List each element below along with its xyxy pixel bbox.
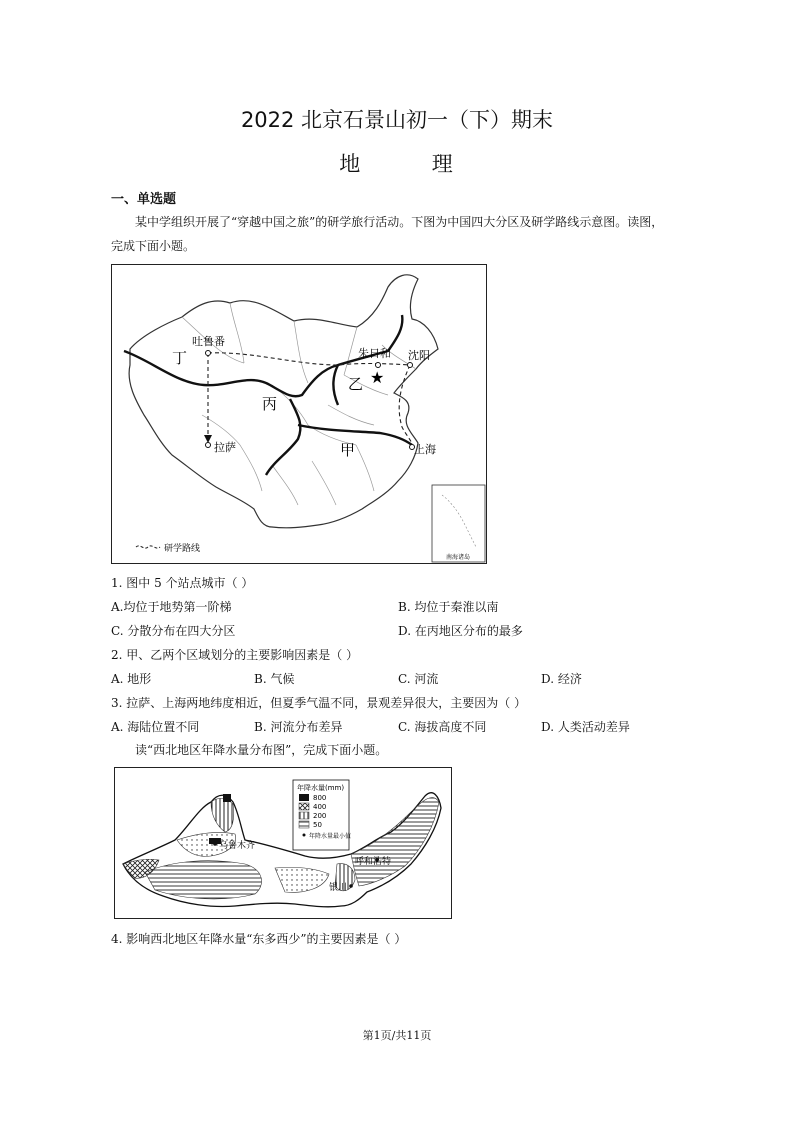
- city-label-zhurihe: 朱日和: [358, 347, 391, 360]
- legend-note: 年降水量最小值: [309, 833, 352, 840]
- page-title: 2022 北京石景山初一（下）期末: [240, 108, 554, 132]
- page-footer: 第1页/共11页: [362, 1029, 432, 1042]
- city-label-hohhot: 呼和浩特: [355, 857, 392, 867]
- q1-option-a[interactable]: A.均位于地势第一阶梯: [111, 600, 232, 614]
- q2-option-b[interactable]: B. 气候: [254, 672, 295, 686]
- south-china-sea-inset: [432, 485, 485, 562]
- q3-option-d[interactable]: D. 人类活动差异: [541, 720, 630, 734]
- question-4-stem: 4. 影响西北地区年降水量“东多西少”的主要因素是（ ）: [111, 932, 407, 946]
- question-1-stem: 1. 图中 5 个站点城市（ ）: [111, 576, 254, 590]
- zone-altai: [211, 798, 234, 832]
- q3-option-b[interactable]: B. 河流分布差异: [254, 720, 343, 734]
- legend-value-400: 400: [313, 803, 327, 811]
- q2-option-c[interactable]: C. 河流: [398, 672, 439, 686]
- zone-alashan: [275, 867, 329, 892]
- star-icon: ★: [370, 368, 385, 387]
- china-outline: [129, 275, 438, 528]
- city-label-turpan: 吐鲁番: [192, 335, 225, 348]
- city-label-urumqi: 乌鲁木齐: [219, 841, 256, 851]
- q3-option-c[interactable]: C. 海拔高度不同: [398, 720, 487, 734]
- city-label-yinchuan: 银川: [329, 883, 348, 893]
- q3-option-a[interactable]: A. 海陆位置不同: [111, 720, 200, 734]
- china-regions-map: [111, 264, 487, 564]
- city-label-shenyang: 沈阳: [408, 349, 430, 362]
- q1-option-b[interactable]: B. 均位于秦淮以南: [398, 600, 499, 614]
- china-map-svg: [112, 265, 486, 563]
- inset-label: 南海诸岛: [446, 554, 471, 561]
- legend-route-symbol: [136, 546, 160, 548]
- legend-value-200: 200: [313, 812, 327, 820]
- legend-label: 研学路线: [164, 544, 201, 554]
- region-label-yi: 乙: [348, 375, 364, 393]
- intro-paragraph-1: 某中学组织开展了“穿越中国之旅”的研学旅行活动。下图为中国四大分区及研学路线示意图。读图，完成下面小题。: [111, 215, 664, 253]
- subject-title: 地 理: [339, 152, 455, 176]
- city-label-shanghai: 上海: [414, 443, 436, 456]
- question-2-stem: 2. 甲、乙两个区域划分的主要影响因素是（ ）: [111, 648, 359, 662]
- province-boundaries: [182, 303, 416, 505]
- q1-option-d[interactable]: D. 在丙地区分布的最多: [398, 624, 523, 638]
- legend-title: 年降水量(mm): [297, 784, 345, 792]
- question-3-stem: 3. 拉萨、上海两地纬度相近，但夏季气温不同，景观差异很大，主要因为（ ）: [111, 696, 527, 710]
- route-arrow: [204, 435, 212, 443]
- zone-black-peak: [223, 794, 231, 802]
- study-route: [208, 353, 412, 445]
- northwest-precipitation-map: [114, 767, 452, 919]
- q2-option-d[interactable]: D. 经济: [541, 672, 582, 686]
- region-label-bing: 丙: [262, 395, 278, 413]
- q2-option-a[interactable]: A. 地形: [111, 672, 152, 686]
- legend-value-800: 800: [313, 794, 327, 802]
- city-label-lhasa: 拉萨: [214, 441, 236, 454]
- q1-option-c[interactable]: C. 分散分布在四大分区: [111, 624, 236, 638]
- intro-paragraph-2: 读“西北地区年降水量分布图”，完成下面小题。: [135, 743, 388, 757]
- section-heading: 一、单选题: [111, 192, 177, 207]
- zone-east: [351, 797, 439, 886]
- legend-value-50: 50: [313, 821, 322, 829]
- region-label-ding: 丁: [172, 349, 188, 367]
- precip-map-svg: [115, 768, 451, 918]
- region-label-jia: 甲: [340, 441, 356, 459]
- zone-basin: [145, 861, 262, 899]
